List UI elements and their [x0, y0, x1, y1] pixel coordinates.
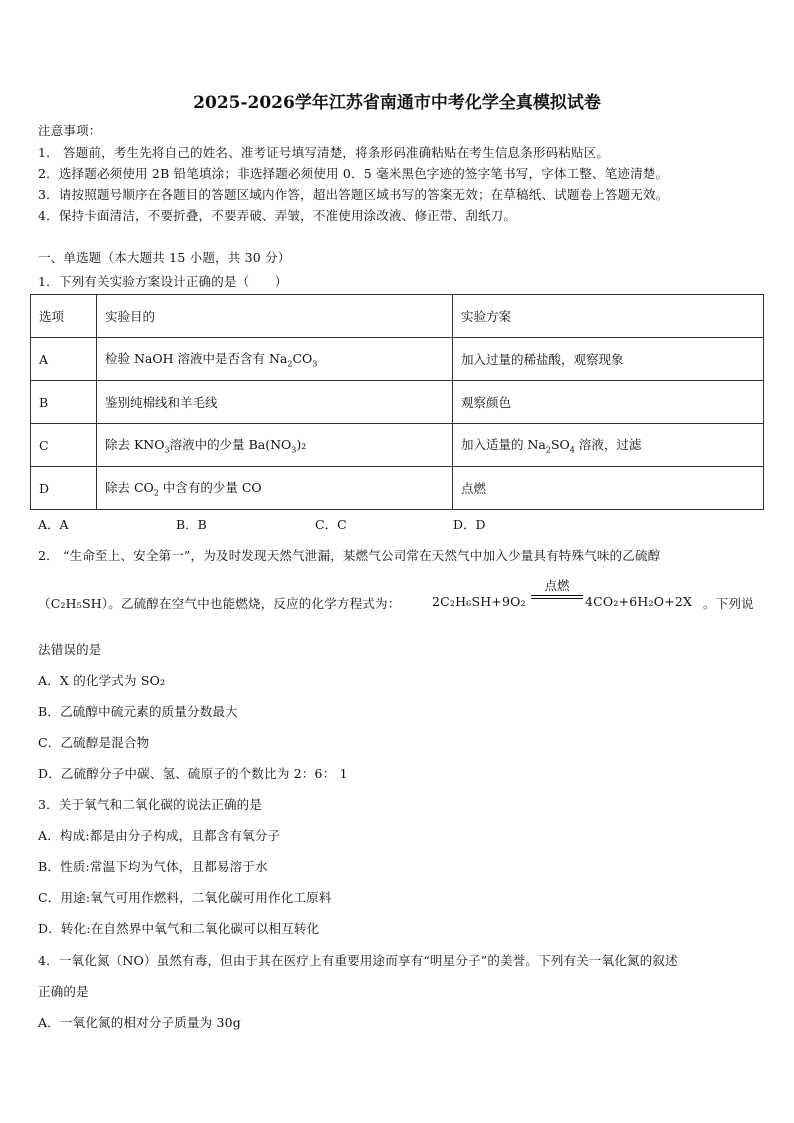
question-2-option-d: D．乙硫醇分子中碳、氢、硫原子的个数比为 2：6： 1 — [38, 766, 348, 781]
table-row — [31, 424, 764, 467]
row-option: D — [31, 467, 97, 510]
page-title: 2025-2026学年江苏省南通市中考化学全真模拟试卷 — [193, 93, 601, 113]
row-plan: 观察颜色 — [453, 381, 764, 424]
header-plan: 实验方案 — [453, 295, 764, 338]
row-option: C — [31, 424, 97, 467]
table-row — [31, 467, 764, 510]
table-row — [31, 381, 764, 424]
question-3-stem: 3．关于氧气和二氧化碳的说法正确的是 — [38, 797, 263, 812]
equation-left: 2C₂H₆SH+9O₂ — [432, 594, 526, 609]
row-plan: 加入过量的稀盐酸，观察现象 — [453, 338, 764, 381]
question-3-option-c: C．用途:氧气可用作燃料，二氧化碳可用作化工原料 — [38, 890, 332, 905]
question-3-option-a: A．构成:都是由分子构成，且都含有氧分子 — [38, 828, 281, 843]
equation-condition: 点燃 — [544, 578, 570, 593]
row-goal: 除去 $CO_2$ 中含有的少量 CO — [97, 467, 453, 510]
equation-sign-top — [531, 595, 583, 596]
row-plan: 点燃 — [453, 467, 764, 510]
question-1-option-d: D．D — [453, 517, 486, 532]
question-1-stem: 1．下列有关实验方案设计正确的是（ ） — [38, 274, 288, 289]
row-goal: 鉴别纯棉线和羊毛线 — [97, 381, 453, 424]
question-2-option-c: C．乙硫醇是混合物 — [38, 735, 150, 750]
question-3-option-d: D．转化:在自然界中氧气和二氧化碳可以相互转化 — [38, 921, 320, 936]
notice-heading: 注意事项： — [38, 123, 102, 138]
question-2-line2: （C₂H₅SH）。乙硫醇在空气中也能燃烧，反应的化学方程式为： — [38, 596, 401, 611]
question-1-option-c: C．C — [315, 517, 347, 532]
question-2-line3: 法错误的是 — [38, 642, 102, 657]
equation-sign-bottom — [531, 598, 583, 599]
row-goal: 除去 $KNO_3$溶液中的少量 $Ba(NO_3)_2$ — [97, 424, 453, 467]
equation-right: 4CO₂+6H₂O+2X — [585, 594, 693, 609]
header-goal: 实验目的 — [97, 295, 453, 338]
question-1-option-a: A．A — [38, 517, 69, 532]
row-option: A — [31, 338, 97, 381]
notice-item-2: 2．选择题必须使用 2B 铅笔填涂；非选择题必须使用 0．5 毫米黑色字迹的签字笔书写，字体工整、笔迹清楚。 — [38, 166, 669, 181]
question-4-stem-2: 正确的是 — [38, 984, 89, 999]
question-1-table — [30, 294, 764, 510]
question-2-option-a: A．X 的化学式为 SO₂ — [38, 673, 166, 688]
notice-item-4: 4．保持卡面清洁，不要折叠，不要弄破、弄皱，不准使用涂改液、修正带、刮纸刀。 — [38, 208, 517, 223]
row-plan: 加入适量的 $Na_2SO_4$ 溶液，过滤 — [453, 424, 764, 467]
table-header-row — [31, 295, 764, 338]
section-heading: 一、单选题（本大题共 15 小题，共 30 分） — [38, 250, 291, 265]
question-3-option-b: B．性质:常温下均为气体，且都易溶于水 — [38, 859, 268, 874]
question-1-option-b: B．B — [176, 517, 207, 532]
question-2-stem: 2． “生命至上、安全第一”，为及时发现天然气泄漏，某燃气公司常在天然气中加入少量具有特殊气味的乙硫醇 — [38, 548, 661, 563]
question-4-stem: 4．一氧化氮（NO）虽然有毒，但由于其在医疗上有重要用途而享有“明星分子”的美誉。下列有关一氧化氮的叙述 — [38, 953, 678, 968]
notice-item-3: 3．请按照题号顺序在各题目的答题区域内作答，超出答题区域书写的答案无效；在草稿纸、试题卷上答题无效。 — [38, 187, 669, 202]
header-option: 选项 — [31, 295, 97, 338]
row-option: B — [31, 381, 97, 424]
question-2-line2-end: 。下列说 — [703, 596, 754, 611]
table-row — [31, 338, 764, 381]
row-goal: 检验 NaOH 溶液中是否含有 $Na_2CO_3$ — [97, 338, 453, 381]
question-4-option-a: A．一氧化氮的相对分子质量为 30g — [38, 1015, 242, 1030]
notice-item-1: 1． 答题前，考生先将自己的姓名、准考证号填写清楚，将条形码准确粘贴在考生信息条形码粘贴区。 — [38, 145, 610, 160]
question-2-option-b: B．乙硫醇中硫元素的质量分数最大 — [38, 704, 238, 719]
